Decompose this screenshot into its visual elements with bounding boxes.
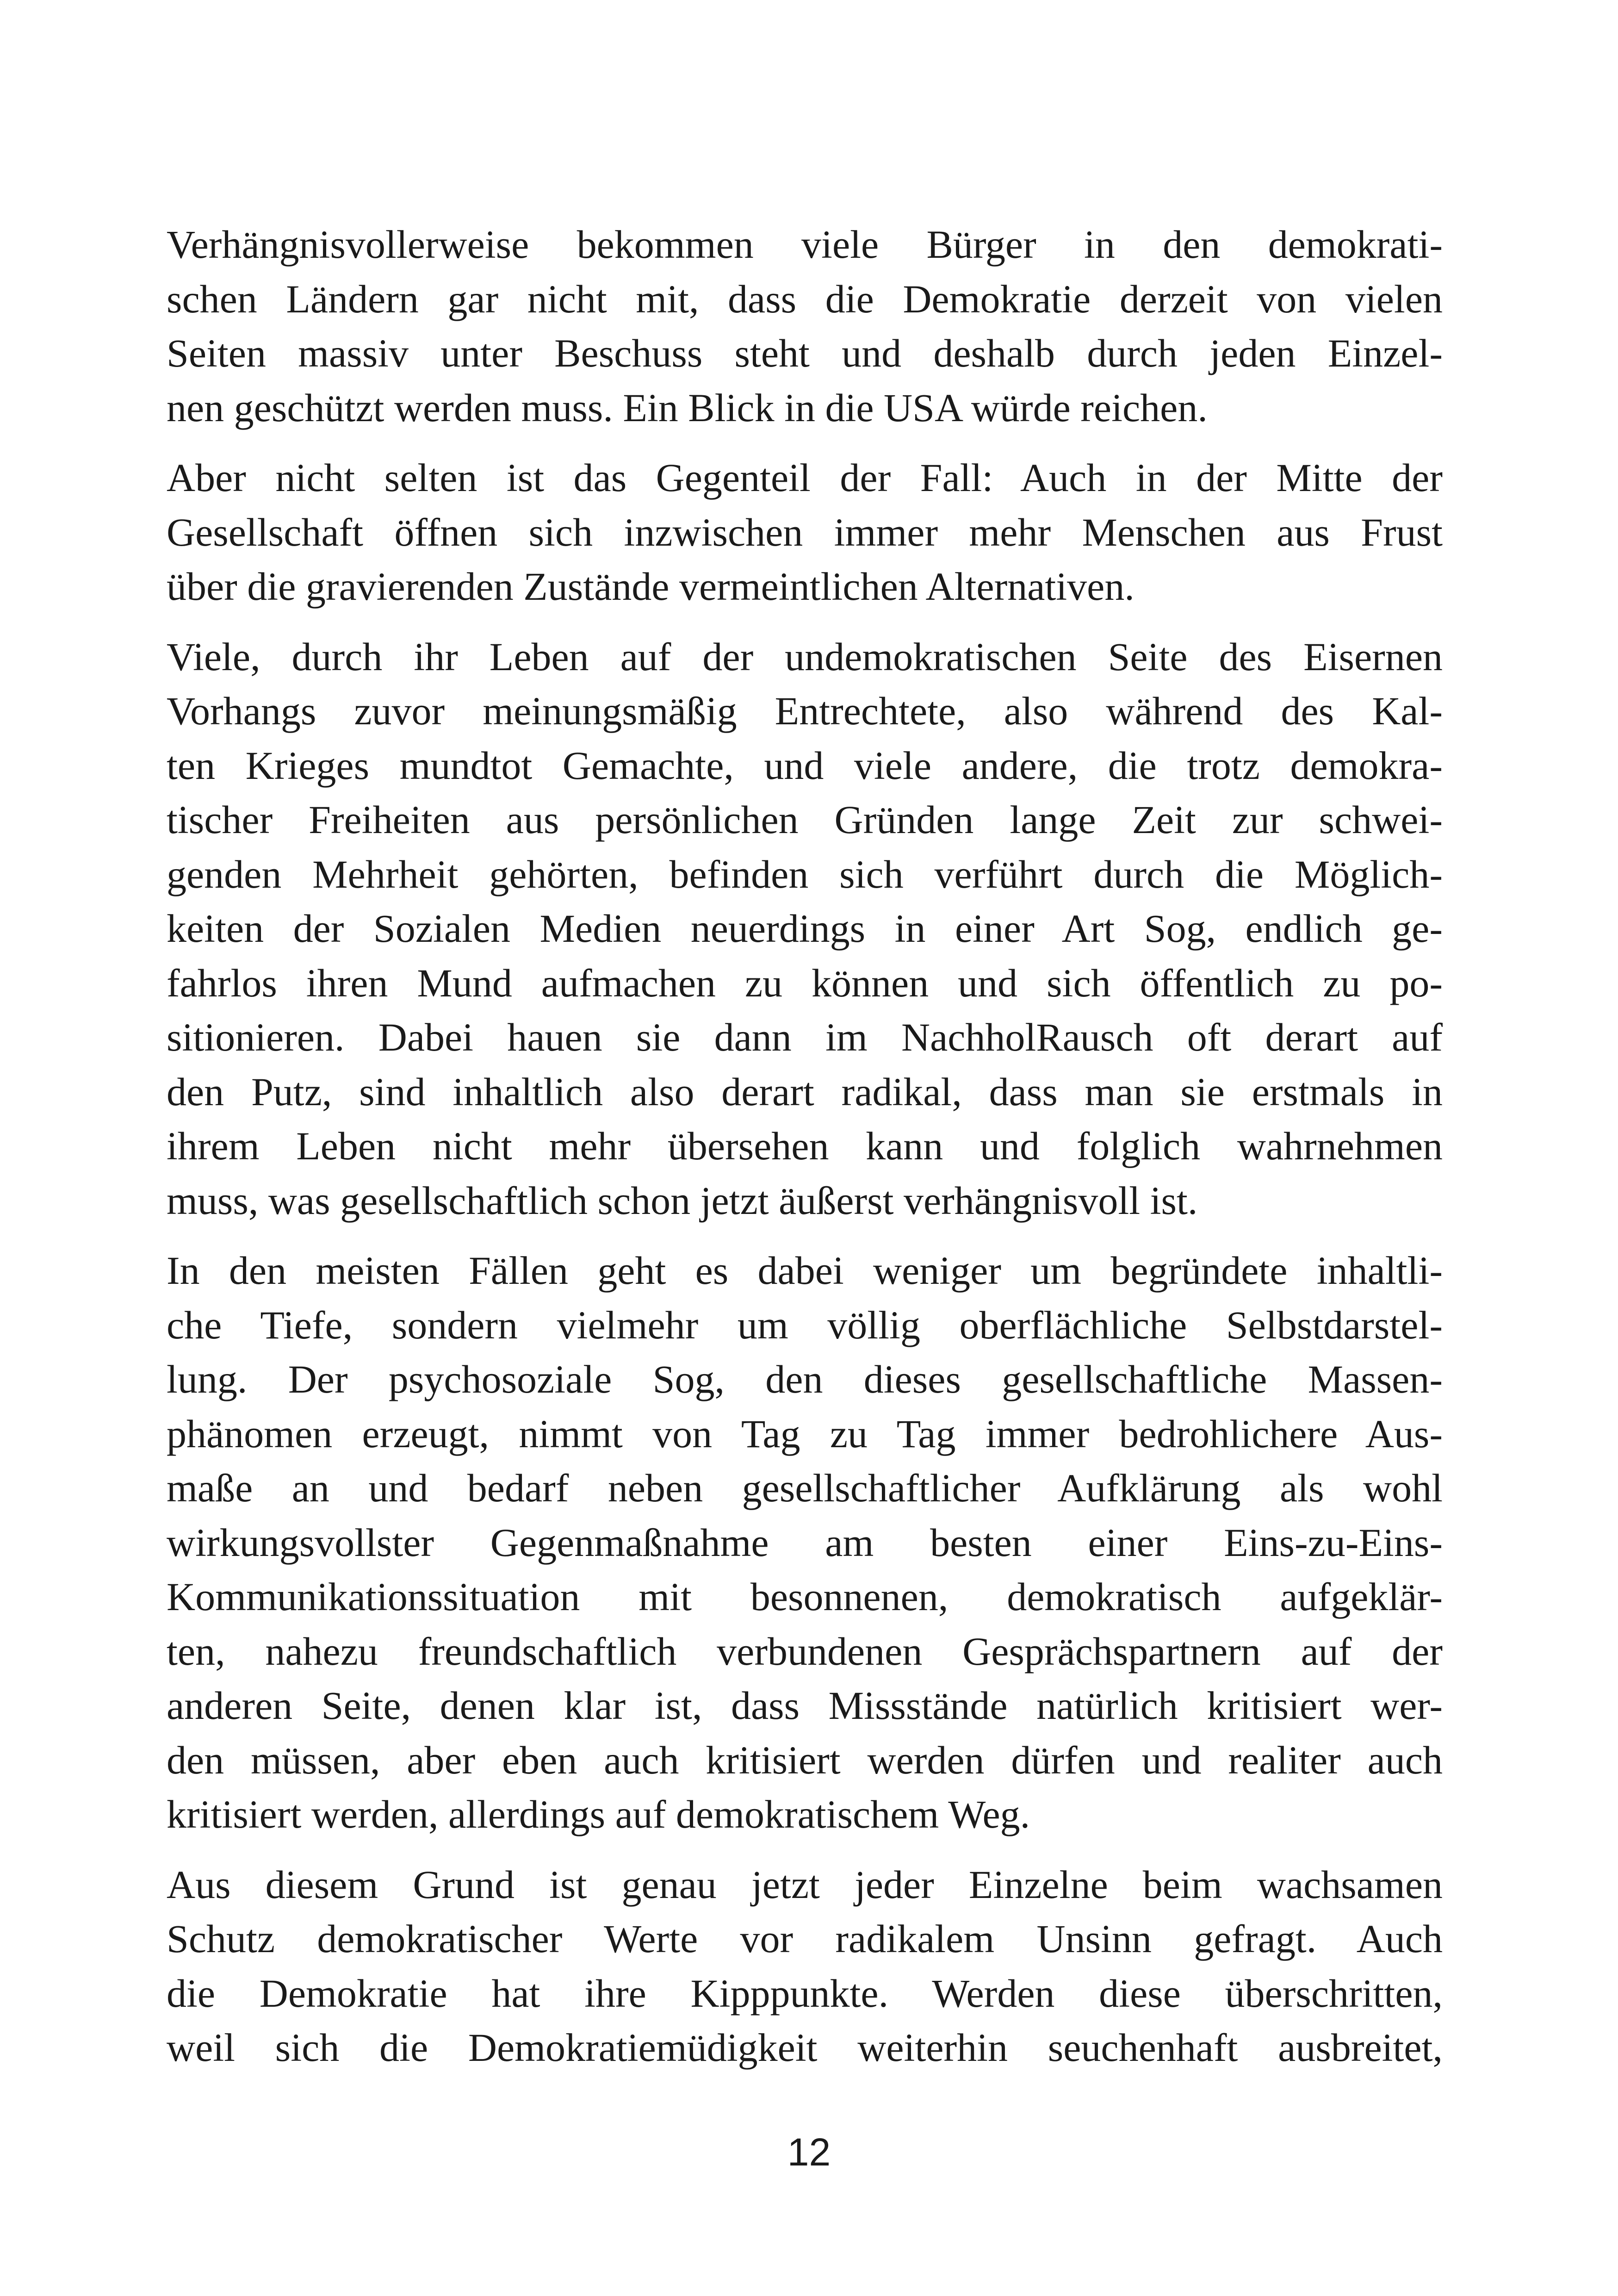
text-line: che Tiefe, sondern vielmehr um völlig oberflächliche Selbstdarstel-: [167, 1302, 1443, 1347]
text-line: Schutz demokratischer Werte vor radikalem Unsinn gefragt. Auch: [167, 1916, 1443, 1961]
text-line: ten, nahezu freundschaftlich verbundenen Gesprächspartnern auf der: [167, 1629, 1443, 1674]
text-line: Seiten massiv unter Beschuss steht und deshalb durch jeden Einzel-: [167, 331, 1443, 375]
text-line: lung. Der psychosoziale Sog, den dieses gesellschaftliche Massen-: [167, 1357, 1443, 1401]
text-line: maße an und bedarf neben gesellschaftlicher Aufklärung als wohl: [167, 1466, 1443, 1510]
text-line: ten Krieges mundtot Gemachte, und viele andere, die trotz demokra-: [167, 743, 1443, 788]
text-line: genden Mehrheit gehörten, befinden sich verführt durch die Möglich-: [167, 852, 1443, 896]
paragraph-5: [167, 1858, 1443, 2075]
text-line: Viele, durch ihr Leben auf der undemokratischen Seite des Eisernen: [167, 634, 1443, 679]
paragraph-1: [167, 218, 1443, 435]
text-line: In den meisten Fällen geht es dabei weniger um begründete inhaltli-: [167, 1248, 1443, 1293]
text-line: anderen Seite, denen klar ist, dass Missstände natürlich kritisiert wer-: [167, 1683, 1443, 1728]
text-line: kritisiert werden, allerdings auf demokratischem Weg.: [167, 1792, 1030, 1836]
text-line: keiten der Sozialen Medien neuerdings in einer Art Sog, endlich ge-: [167, 906, 1443, 951]
text-line: Verhängnisvollerweise bekommen viele Bürger in den demokrati-: [167, 222, 1443, 267]
paragraph-4: [167, 1244, 1443, 1842]
text-line: sitionieren. Dabei hauen sie dann im NachholRausch oft derart auf: [167, 1015, 1443, 1059]
text-line: fahrlos ihren Mund aufmachen zu können und sich öffentlich zu po-: [167, 960, 1443, 1005]
text-line: Aus diesem Grund ist genau jetzt jeder Einzelne beim wachsamen: [167, 1862, 1443, 1907]
page-number: 12: [787, 2130, 831, 2174]
text-line: über die gravierenden Zustände vermeintlichen Alternativen.: [167, 564, 1134, 609]
paragraph-2: [167, 451, 1443, 614]
text-line: phänomen erzeugt, nimmt von Tag zu Tag immer bedrohlichere Aus-: [167, 1411, 1443, 1456]
text-line: Gesellschaft öffnen sich inzwischen immer mehr Menschen aus Frust: [167, 510, 1443, 554]
text-line: tischer Freiheiten aus persönlichen Gründen lange Zeit zur schwei-: [167, 797, 1443, 842]
body-text: [167, 218, 1443, 2091]
text-line: schen Ländern gar nicht mit, dass die Demokratie derzeit von vielen: [167, 276, 1443, 321]
text-line: nen geschützt werden muss. Ein Blick in die USA würde reichen.: [167, 385, 1208, 430]
paragraph-3: [167, 630, 1443, 1228]
text-line: Vorhangs zuvor meinungsmäßig Entrechtete, also während des Kal-: [167, 689, 1443, 733]
text-line: muss, was gesellschaftlich schon jetzt äußerst verhängnisvoll ist.: [167, 1178, 1198, 1223]
text-line: den müssen, aber eben auch kritisiert werden dürfen und realiter auch: [167, 1737, 1443, 1782]
text-line: den Putz, sind inhaltlich also derart radikal, dass man sie erstmals in: [167, 1069, 1443, 1114]
text-line: ihrem Leben nicht mehr übersehen kann und folglich wahrnehmen: [167, 1124, 1443, 1168]
text-line: die Demokratie hat ihre Kipppunkte. Werden diese überschritten,: [167, 1971, 1443, 2016]
text-line: weil sich die Demokratiemüdigkeit weiterhin seuchenhaft ausbreitet,: [167, 2025, 1443, 2070]
text-line: Kommunikationssituation mit besonnenen, demokratisch aufgeklär-: [167, 1574, 1443, 1619]
text-line: wirkungsvollster Gegenmaßnahme am besten einer Eins-zu-Eins-: [167, 1520, 1443, 1565]
text-line: Aber nicht selten ist das Gegenteil der Fall: Auch in der Mitte der: [167, 455, 1443, 500]
